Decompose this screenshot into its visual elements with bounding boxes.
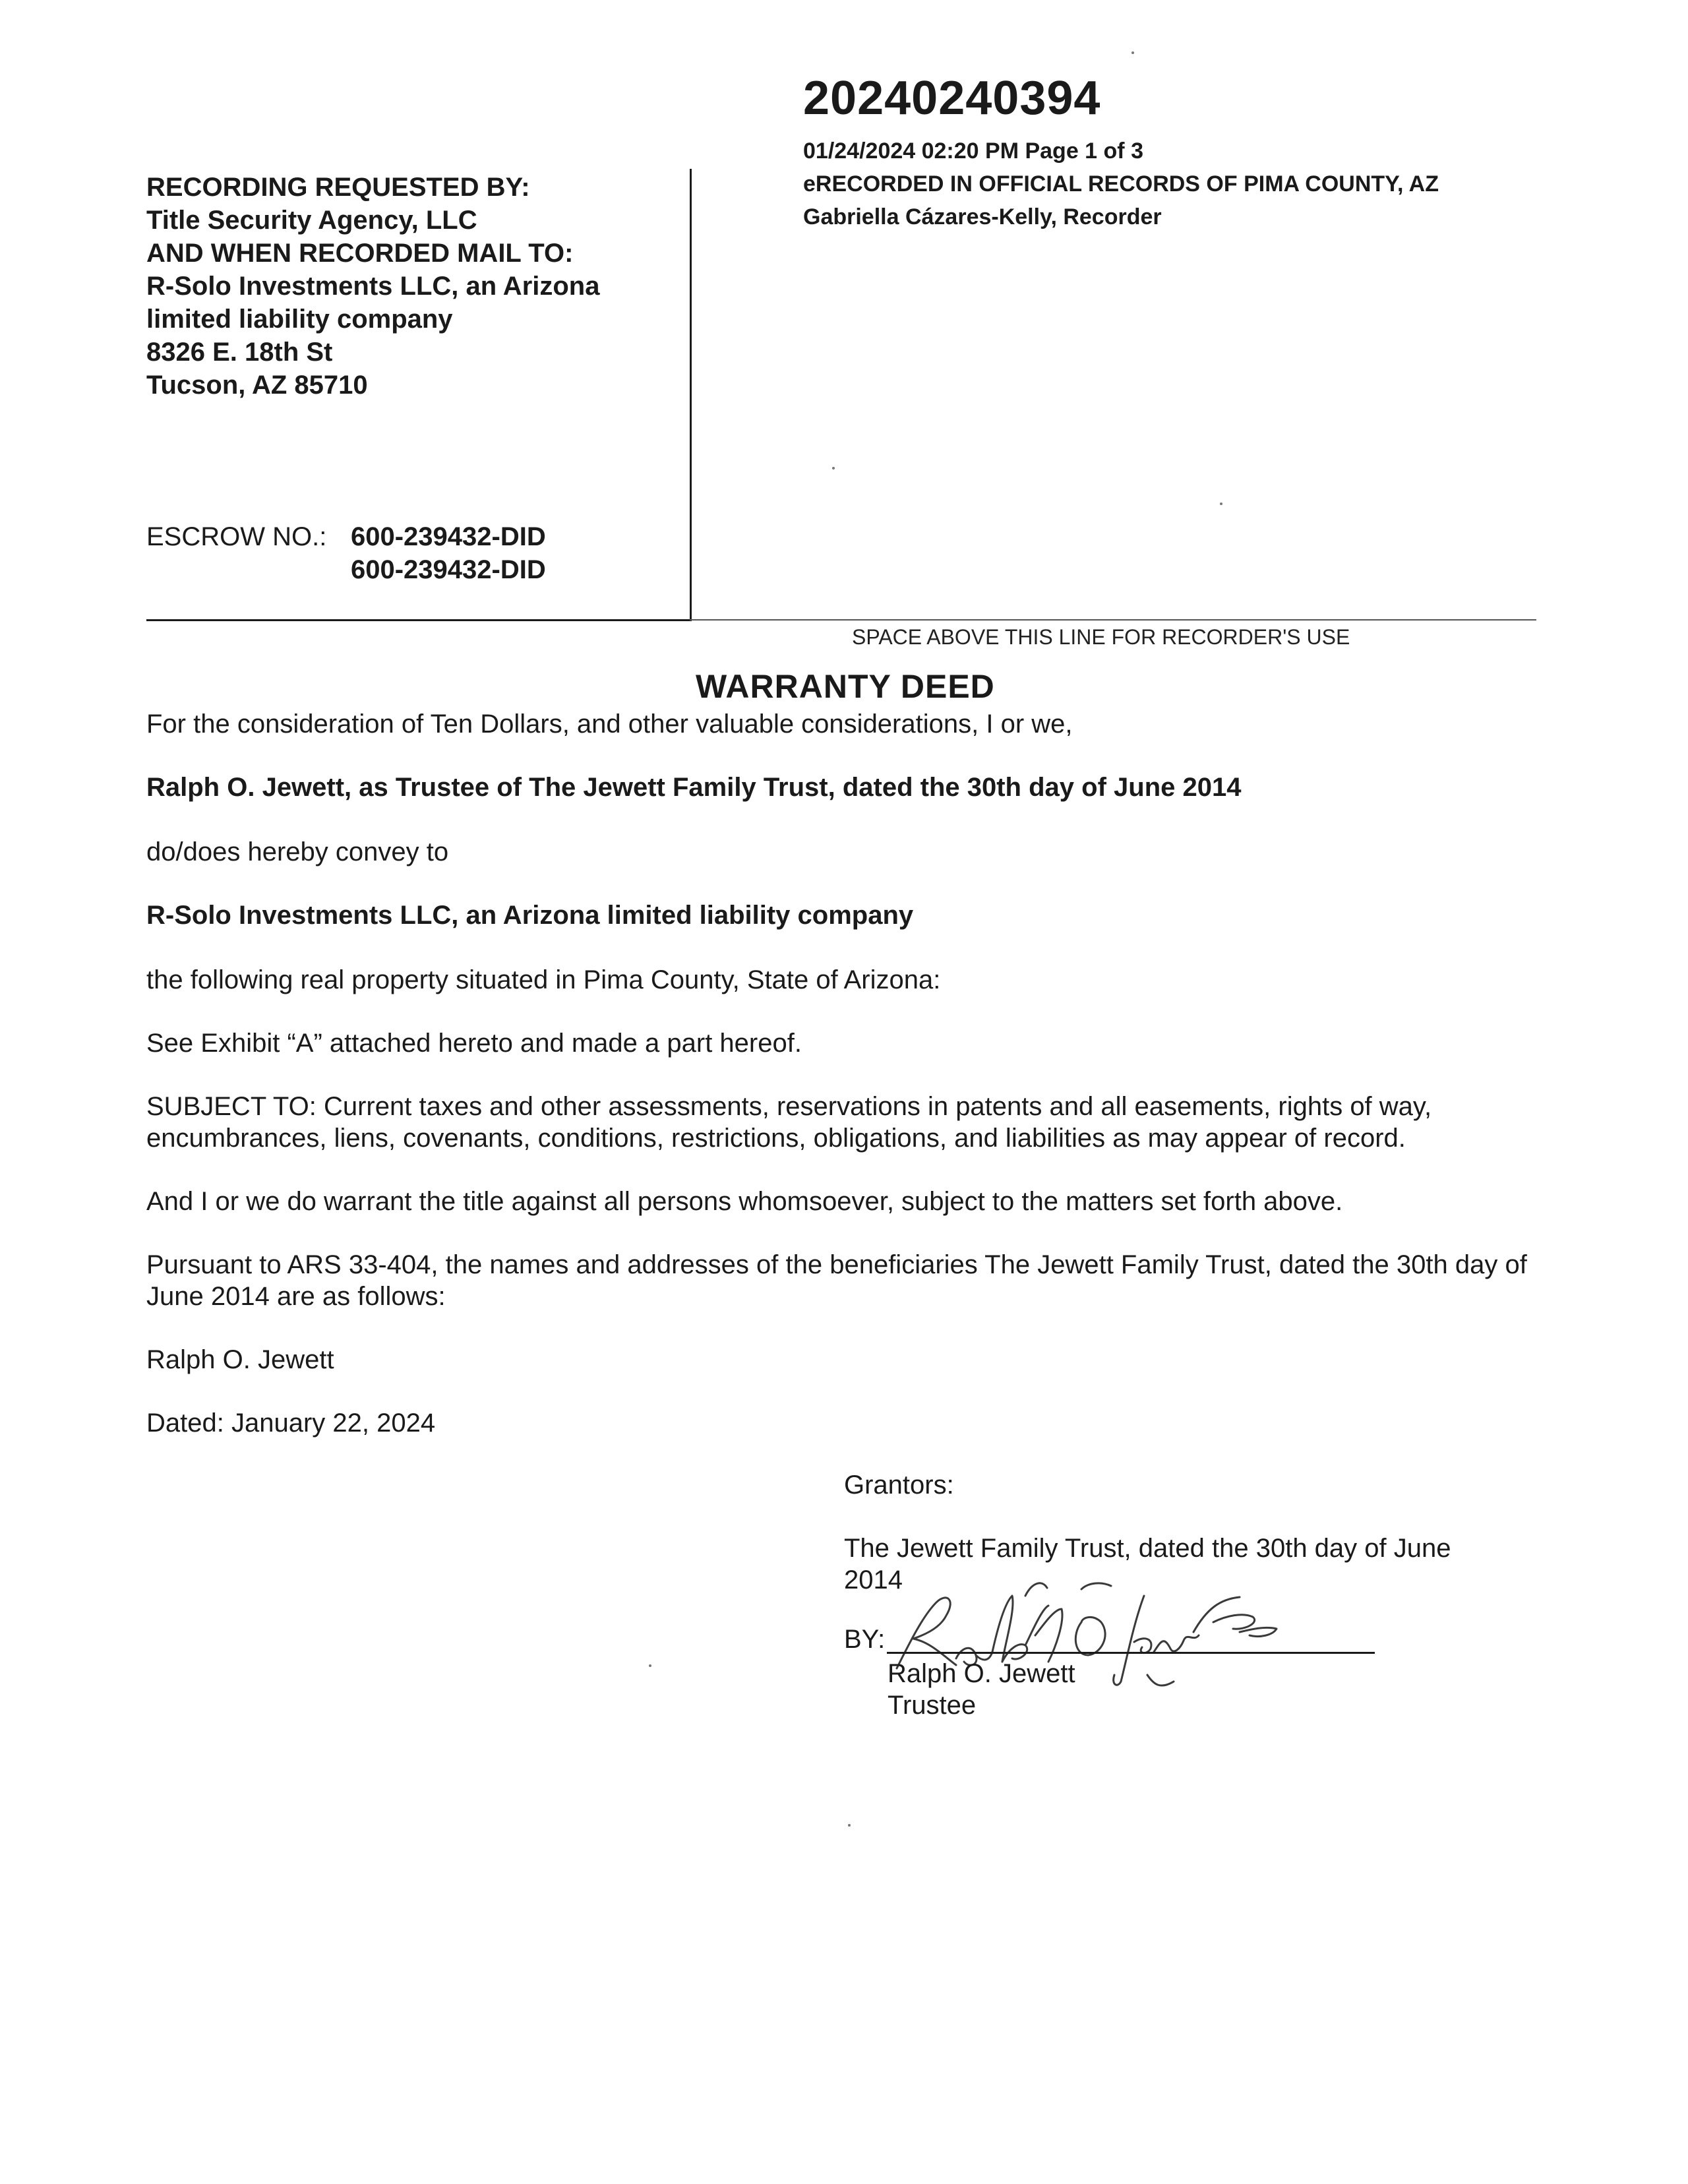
pursuant-text: Pursuant to ARS 33-404, the names and addresses of the beneficiaries The Jewett Family Trust, dated the 30th day of June 2014 are as follows: xyxy=(146,1250,1527,1311)
escrow-number-1: 600-239432-DID xyxy=(351,522,546,551)
recording-requested-label: RECORDING REQUESTED BY: xyxy=(146,173,530,202)
signer-name: Ralph O. Jewett xyxy=(888,1659,1075,1688)
dated-text: Dated: January 22, 2024 xyxy=(146,1409,436,1438)
consideration-text: For the consideration of Ten Dollars, and other valuable considerations, I or we, xyxy=(146,710,1073,739)
scan-speck xyxy=(1131,51,1134,54)
scan-speck xyxy=(832,467,835,470)
signer-title: Trustee xyxy=(888,1691,977,1720)
grantor-text: Ralph O. Jewett, as Trustee of The Jewett Family Trust, dated the 30th day of June 2014 xyxy=(146,773,1242,802)
mail-to-label: AND WHEN RECORDED MAIL TO: xyxy=(146,239,574,268)
requesting-party: Title Security Agency, LLC xyxy=(146,206,477,235)
mail-to-name-line2: limited liability company xyxy=(146,305,453,334)
mail-to-city: Tucson, AZ 85710 xyxy=(146,371,368,400)
scan-speck xyxy=(649,1664,651,1667)
by-label: BY: xyxy=(844,1625,886,1654)
mail-to-name-line1: R-Solo Investments LLC, an Arizona xyxy=(146,272,600,301)
scan-speck xyxy=(848,1824,851,1827)
recorder-line-right xyxy=(690,619,1536,621)
recorded-in-line: eRECORDED IN OFFICIAL RECORDS OF PIMA COUNTY, AZ xyxy=(803,171,1439,197)
grantee-text: R-Solo Investments LLC, an Arizona limited liability company xyxy=(146,901,914,930)
beneficiary-name: Ralph O. Jewett xyxy=(146,1345,334,1374)
header-divider xyxy=(690,169,692,621)
exhibit-text: See Exhibit “A” attached hereto and made a part hereof. xyxy=(146,1029,802,1058)
trust-name: The Jewett Family Trust, dated the 30th day of June 2014 xyxy=(844,1534,1451,1594)
escrow-number-2: 600-239432-DID xyxy=(351,555,546,584)
warranty-text: And I or we do warrant the title against all persons whomsoever, subject to the matters set forth above. xyxy=(146,1187,1343,1216)
escrow-label: ESCROW NO.: xyxy=(146,522,327,551)
signature-line xyxy=(887,1652,1375,1654)
document-number: 20240240394 xyxy=(803,72,1101,125)
property-text: the following real property situated in Pima County, State of Arizona: xyxy=(146,965,941,994)
recorder-line-left xyxy=(146,619,691,621)
recording-datetime-page: 01/24/2024 02:20 PM Page 1 of 3 xyxy=(803,138,1143,164)
mail-to-street: 8326 E. 18th St xyxy=(146,338,333,367)
convey-text: do/does hereby convey to xyxy=(146,837,449,866)
recorder-name: Gabriella Cázares-Kelly, Recorder xyxy=(803,204,1162,229)
document-title: WARRANTY DEED xyxy=(696,668,995,705)
subject-to-text: SUBJECT TO: Current taxes and other assessments, reservations in patents and all easements, rights of way, encumbrances, liens, covenants, conditions, restrictions, obligations, and liabilities as may appear of record. xyxy=(146,1092,1432,1153)
scan-speck xyxy=(1220,502,1222,505)
grantors-label: Grantors: xyxy=(844,1471,954,1500)
recorder-space-note: SPACE ABOVE THIS LINE FOR RECORDER'S USE xyxy=(852,625,1350,649)
